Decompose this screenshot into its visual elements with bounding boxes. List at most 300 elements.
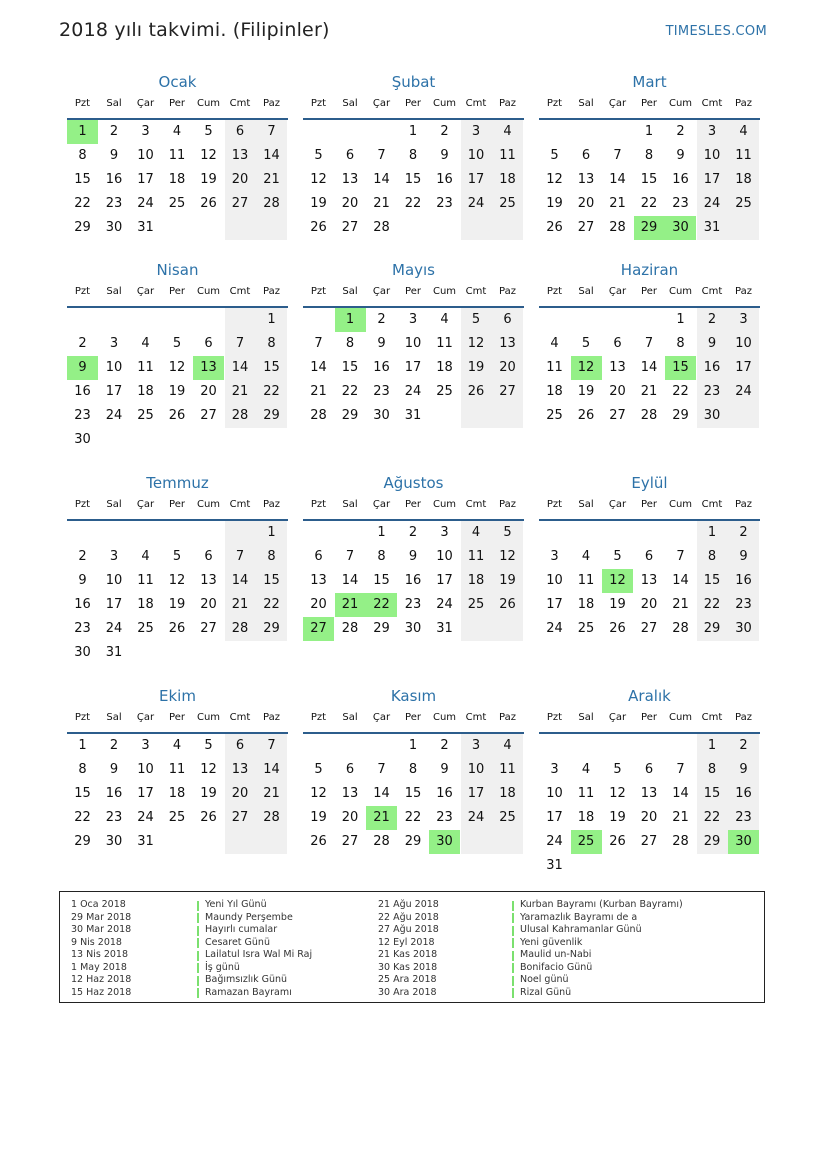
day-cell[interactable]: 5 bbox=[172, 336, 182, 351]
day-cell[interactable]: 29 bbox=[256, 404, 287, 428]
holiday-day[interactable]: 9 bbox=[67, 356, 98, 380]
day-cell[interactable]: 23 bbox=[74, 408, 91, 423]
day-cell[interactable]: 8 bbox=[697, 758, 728, 782]
day-cell[interactable]: 4 bbox=[172, 124, 182, 139]
day-cell[interactable]: 19 bbox=[310, 196, 327, 211]
day-cell[interactable]: 27 bbox=[492, 380, 523, 404]
day-cell[interactable]: 25 bbox=[546, 408, 563, 423]
day-cell[interactable]: 28 bbox=[341, 621, 359, 636]
day-cell[interactable]: 11 bbox=[492, 144, 523, 168]
day-cell[interactable]: 9 bbox=[440, 762, 449, 777]
day-cell[interactable]: 25 bbox=[436, 384, 453, 399]
day-cell[interactable]: 12 bbox=[461, 332, 492, 356]
day-cell[interactable]: 21 bbox=[256, 782, 287, 806]
day-cell[interactable]: 16 bbox=[105, 172, 123, 187]
holiday-day[interactable]: 13 bbox=[193, 356, 224, 380]
day-cell[interactable]: 16 bbox=[404, 573, 422, 588]
day-cell[interactable]: 1 bbox=[676, 312, 685, 327]
day-cell[interactable]: 20 bbox=[640, 810, 658, 825]
day-cell[interactable]: 2 bbox=[676, 124, 685, 139]
day-cell[interactable]: 14 bbox=[373, 172, 390, 187]
day-cell[interactable]: 7 bbox=[676, 549, 685, 564]
day-cell[interactable]: 9 bbox=[78, 573, 87, 588]
day-cell[interactable]: 10 bbox=[728, 332, 759, 356]
day-cell[interactable]: 23 bbox=[105, 196, 123, 211]
holiday-day[interactable]: 21 bbox=[335, 593, 366, 617]
day-cell[interactable]: 31 bbox=[404, 408, 422, 423]
day-cell[interactable]: 16 bbox=[672, 172, 689, 187]
day-cell[interactable]: 16 bbox=[436, 786, 453, 801]
day-cell[interactable]: 27 bbox=[200, 408, 217, 423]
day-cell[interactable]: 17 bbox=[105, 384, 123, 399]
day-cell[interactable]: 14 bbox=[310, 360, 327, 375]
day-cell[interactable]: 5 bbox=[204, 124, 213, 139]
day-cell[interactable]: 5 bbox=[461, 308, 492, 332]
day-cell[interactable]: 16 bbox=[728, 569, 759, 593]
day-cell[interactable]: 2 bbox=[728, 521, 759, 545]
day-cell[interactable]: 25 bbox=[137, 408, 154, 423]
day-cell[interactable]: 14 bbox=[256, 758, 287, 782]
day-cell[interactable]: 6 bbox=[345, 762, 355, 777]
day-cell[interactable]: 16 bbox=[74, 597, 91, 612]
day-cell[interactable]: 6 bbox=[225, 734, 256, 758]
day-cell[interactable]: 10 bbox=[546, 786, 563, 801]
day-cell[interactable]: 19 bbox=[310, 810, 327, 825]
day-cell[interactable]: 20 bbox=[341, 810, 359, 825]
day-cell[interactable]: 27 bbox=[341, 834, 359, 849]
day-cell[interactable]: 30 bbox=[105, 834, 123, 849]
day-cell[interactable]: 19 bbox=[492, 569, 523, 593]
day-cell[interactable]: 23 bbox=[436, 196, 453, 211]
day-cell[interactable]: 1 bbox=[256, 308, 287, 332]
day-cell[interactable]: 8 bbox=[345, 336, 355, 351]
day-cell[interactable]: 29 bbox=[697, 830, 728, 854]
day-cell[interactable]: 27 bbox=[640, 621, 658, 636]
day-cell[interactable]: 22 bbox=[341, 384, 359, 399]
day-cell[interactable]: 4 bbox=[172, 738, 182, 753]
day-cell[interactable]: 24 bbox=[404, 384, 422, 399]
day-cell[interactable]: 27 bbox=[200, 621, 217, 636]
day-cell[interactable]: 6 bbox=[225, 120, 256, 144]
day-cell[interactable]: 15 bbox=[256, 356, 287, 380]
day-cell[interactable]: 8 bbox=[256, 545, 287, 569]
day-cell[interactable]: 18 bbox=[492, 168, 523, 192]
day-cell[interactable]: 19 bbox=[577, 384, 595, 399]
day-cell[interactable]: 16 bbox=[373, 360, 390, 375]
day-cell[interactable]: 7 bbox=[225, 545, 256, 569]
day-cell[interactable]: 22 bbox=[256, 593, 287, 617]
day-cell[interactable]: 23 bbox=[74, 621, 91, 636]
day-cell[interactable]: 25 bbox=[168, 196, 186, 211]
day-cell[interactable]: 6 bbox=[644, 549, 654, 564]
day-cell[interactable]: 30 bbox=[373, 408, 390, 423]
day-cell[interactable]: 23 bbox=[728, 593, 759, 617]
day-cell[interactable]: 24 bbox=[105, 621, 123, 636]
day-cell[interactable]: 21 bbox=[256, 168, 287, 192]
day-cell[interactable]: 3 bbox=[440, 525, 449, 540]
day-cell[interactable]: 16 bbox=[436, 172, 453, 187]
day-cell[interactable]: 20 bbox=[341, 196, 359, 211]
day-cell[interactable]: 30 bbox=[404, 621, 422, 636]
day-cell[interactable]: 14 bbox=[672, 786, 689, 801]
day-cell[interactable]: 24 bbox=[728, 380, 759, 404]
day-cell[interactable]: 13 bbox=[341, 172, 359, 187]
day-cell[interactable]: 15 bbox=[640, 172, 658, 187]
day-cell[interactable]: 6 bbox=[204, 549, 213, 564]
day-cell[interactable]: 26 bbox=[577, 408, 595, 423]
day-cell[interactable]: 31 bbox=[546, 858, 563, 873]
day-cell[interactable]: 15 bbox=[341, 360, 359, 375]
holiday-day[interactable]: 1 bbox=[335, 308, 366, 332]
day-cell[interactable]: 6 bbox=[613, 336, 622, 351]
day-cell[interactable]: 3 bbox=[408, 312, 418, 327]
day-cell[interactable]: 2 bbox=[377, 312, 386, 327]
day-cell[interactable]: 11 bbox=[436, 336, 453, 351]
day-cell[interactable]: 26 bbox=[609, 621, 626, 636]
day-cell[interactable]: 4 bbox=[141, 549, 150, 564]
day-cell[interactable]: 1 bbox=[377, 525, 386, 540]
day-cell[interactable]: 24 bbox=[105, 408, 123, 423]
day-cell[interactable]: 26 bbox=[200, 196, 217, 211]
day-cell[interactable]: 8 bbox=[408, 148, 418, 163]
day-cell[interactable]: 25 bbox=[168, 810, 186, 825]
day-cell[interactable]: 17 bbox=[728, 356, 759, 380]
day-cell[interactable]: 8 bbox=[697, 545, 728, 569]
day-cell[interactable]: 15 bbox=[697, 782, 728, 806]
day-cell[interactable]: 28 bbox=[640, 408, 658, 423]
day-cell[interactable]: 5 bbox=[172, 549, 182, 564]
day-cell[interactable]: 5 bbox=[581, 336, 591, 351]
day-cell[interactable]: 10 bbox=[404, 336, 422, 351]
day-cell[interactable]: 14 bbox=[225, 569, 256, 593]
day-cell[interactable]: 28 bbox=[373, 834, 390, 849]
day-cell[interactable]: 19 bbox=[168, 384, 186, 399]
site-link[interactable]: TIMESLES.COM bbox=[665, 24, 767, 39]
day-cell[interactable]: 13 bbox=[640, 573, 658, 588]
day-cell[interactable]: 19 bbox=[200, 172, 217, 187]
day-cell[interactable]: 23 bbox=[404, 597, 422, 612]
day-cell[interactable]: 29 bbox=[672, 408, 689, 423]
day-cell[interactable]: 8 bbox=[377, 549, 386, 564]
day-cell[interactable]: 15 bbox=[404, 786, 422, 801]
day-cell[interactable]: 19 bbox=[609, 810, 626, 825]
day-cell[interactable]: 29 bbox=[697, 617, 728, 641]
day-cell[interactable]: 22 bbox=[697, 593, 728, 617]
day-cell[interactable]: 23 bbox=[728, 806, 759, 830]
day-cell[interactable]: 24 bbox=[546, 621, 563, 636]
day-cell[interactable]: 7 bbox=[256, 734, 287, 758]
day-cell[interactable]: 3 bbox=[141, 738, 150, 753]
day-cell[interactable]: 7 bbox=[644, 336, 654, 351]
day-cell[interactable]: 3 bbox=[550, 762, 559, 777]
day-cell[interactable]: 30 bbox=[697, 404, 728, 428]
day-cell[interactable]: 1 bbox=[697, 734, 728, 758]
day-cell[interactable]: 24 bbox=[697, 192, 728, 216]
day-cell[interactable]: 21 bbox=[310, 384, 327, 399]
day-cell[interactable]: 26 bbox=[200, 810, 217, 825]
day-cell[interactable]: 2 bbox=[728, 734, 759, 758]
day-cell[interactable]: 25 bbox=[728, 192, 759, 216]
day-cell[interactable]: 20 bbox=[609, 384, 626, 399]
day-cell[interactable]: 26 bbox=[168, 408, 186, 423]
day-cell[interactable]: 6 bbox=[204, 336, 213, 351]
day-cell[interactable]: 13 bbox=[225, 144, 256, 168]
day-cell[interactable]: 19 bbox=[609, 597, 626, 612]
day-cell[interactable]: 31 bbox=[137, 220, 154, 235]
day-cell[interactable]: 25 bbox=[577, 621, 595, 636]
day-cell[interactable]: 30 bbox=[728, 617, 759, 641]
day-cell[interactable]: 20 bbox=[640, 597, 658, 612]
day-cell[interactable]: 11 bbox=[168, 762, 186, 777]
day-cell[interactable]: 31 bbox=[137, 834, 154, 849]
day-cell[interactable]: 30 bbox=[74, 432, 91, 447]
day-cell[interactable]: 2 bbox=[697, 308, 728, 332]
day-cell[interactable]: 4 bbox=[440, 312, 449, 327]
day-cell[interactable]: 3 bbox=[697, 120, 728, 144]
day-cell[interactable]: 1 bbox=[408, 738, 418, 753]
day-cell[interactable]: 5 bbox=[613, 549, 622, 564]
day-cell[interactable]: 26 bbox=[168, 621, 186, 636]
day-cell[interactable]: 26 bbox=[461, 380, 492, 404]
day-cell[interactable]: 17 bbox=[546, 810, 563, 825]
day-cell[interactable]: 28 bbox=[256, 806, 287, 830]
day-cell[interactable]: 22 bbox=[256, 380, 287, 404]
day-cell[interactable]: 28 bbox=[609, 220, 626, 235]
day-cell[interactable]: 13 bbox=[492, 332, 523, 356]
day-cell[interactable]: 3 bbox=[728, 308, 759, 332]
day-cell[interactable]: 7 bbox=[256, 120, 287, 144]
day-cell[interactable]: 10 bbox=[137, 148, 154, 163]
day-cell[interactable]: 17 bbox=[461, 168, 492, 192]
day-cell[interactable]: 15 bbox=[404, 172, 422, 187]
day-cell[interactable]: 17 bbox=[697, 168, 728, 192]
day-cell[interactable]: 21 bbox=[672, 597, 689, 612]
day-cell[interactable]: 4 bbox=[461, 521, 492, 545]
day-cell[interactable]: 18 bbox=[461, 569, 492, 593]
day-cell[interactable]: 20 bbox=[200, 597, 217, 612]
day-cell[interactable]: 4 bbox=[550, 336, 559, 351]
day-cell[interactable]: 20 bbox=[225, 168, 256, 192]
day-cell[interactable]: 26 bbox=[492, 593, 523, 617]
day-cell[interactable]: 27 bbox=[640, 834, 658, 849]
day-cell[interactable]: 9 bbox=[728, 545, 759, 569]
day-cell[interactable]: 29 bbox=[256, 617, 287, 641]
day-cell[interactable]: 9 bbox=[109, 762, 119, 777]
day-cell[interactable]: 15 bbox=[697, 569, 728, 593]
day-cell[interactable]: 14 bbox=[373, 786, 390, 801]
day-cell[interactable]: 26 bbox=[609, 834, 626, 849]
day-cell[interactable]: 9 bbox=[408, 549, 418, 564]
day-cell[interactable]: 18 bbox=[137, 384, 154, 399]
day-cell[interactable]: 13 bbox=[200, 573, 217, 588]
day-cell[interactable]: 19 bbox=[461, 356, 492, 380]
day-cell[interactable]: 17 bbox=[436, 573, 453, 588]
day-cell[interactable]: 18 bbox=[577, 810, 595, 825]
day-cell[interactable]: 9 bbox=[728, 758, 759, 782]
day-cell[interactable]: 14 bbox=[672, 573, 689, 588]
day-cell[interactable]: 2 bbox=[109, 738, 119, 753]
day-cell[interactable]: 3 bbox=[461, 734, 492, 758]
day-cell[interactable]: 16 bbox=[105, 786, 123, 801]
day-cell[interactable]: 24 bbox=[436, 597, 453, 612]
day-cell[interactable]: 20 bbox=[577, 196, 595, 211]
day-cell[interactable]: 9 bbox=[440, 148, 449, 163]
day-cell[interactable]: 4 bbox=[728, 120, 759, 144]
day-cell[interactable]: 17 bbox=[105, 597, 123, 612]
day-cell[interactable]: 29 bbox=[373, 621, 390, 636]
day-cell[interactable]: 1 bbox=[408, 124, 418, 139]
day-cell[interactable]: 12 bbox=[609, 786, 626, 801]
day-cell[interactable]: 14 bbox=[225, 356, 256, 380]
day-cell[interactable]: 7 bbox=[345, 549, 355, 564]
holiday-day[interactable]: 21 bbox=[366, 806, 397, 830]
day-cell[interactable]: 21 bbox=[225, 380, 256, 404]
day-cell[interactable]: 27 bbox=[577, 220, 595, 235]
day-cell[interactable]: 17 bbox=[137, 786, 154, 801]
day-cell[interactable]: 12 bbox=[492, 545, 523, 569]
day-cell[interactable]: 18 bbox=[137, 597, 154, 612]
day-cell[interactable]: 5 bbox=[204, 738, 213, 753]
day-cell[interactable]: 20 bbox=[200, 384, 217, 399]
day-cell[interactable]: 5 bbox=[314, 762, 323, 777]
day-cell[interactable]: 11 bbox=[461, 545, 492, 569]
day-cell[interactable]: 29 bbox=[341, 408, 359, 423]
day-cell[interactable]: 18 bbox=[546, 384, 563, 399]
holiday-day[interactable]: 30 bbox=[728, 830, 759, 854]
day-cell[interactable]: 13 bbox=[225, 758, 256, 782]
day-cell[interactable]: 26 bbox=[546, 220, 563, 235]
day-cell[interactable]: 19 bbox=[200, 786, 217, 801]
day-cell[interactable]: 8 bbox=[408, 762, 418, 777]
day-cell[interactable]: 29 bbox=[74, 220, 91, 235]
day-cell[interactable]: 28 bbox=[310, 408, 327, 423]
day-cell[interactable]: 22 bbox=[672, 384, 689, 399]
day-cell[interactable]: 18 bbox=[492, 782, 523, 806]
day-cell[interactable]: 17 bbox=[404, 360, 422, 375]
day-cell[interactable]: 10 bbox=[105, 573, 123, 588]
day-cell[interactable]: 5 bbox=[613, 762, 622, 777]
day-cell[interactable]: 2 bbox=[78, 336, 87, 351]
day-cell[interactable]: 12 bbox=[200, 762, 217, 777]
day-cell[interactable]: 4 bbox=[492, 120, 523, 144]
day-cell[interactable]: 7 bbox=[377, 148, 386, 163]
day-cell[interactable]: 17 bbox=[461, 782, 492, 806]
holiday-day[interactable]: 30 bbox=[429, 830, 460, 854]
day-cell[interactable]: 21 bbox=[640, 384, 658, 399]
day-cell[interactable]: 10 bbox=[461, 758, 492, 782]
day-cell[interactable]: 24 bbox=[546, 834, 563, 849]
day-cell[interactable]: 1 bbox=[256, 521, 287, 545]
day-cell[interactable]: 24 bbox=[137, 196, 154, 211]
day-cell[interactable]: 7 bbox=[377, 762, 386, 777]
day-cell[interactable]: 3 bbox=[109, 336, 119, 351]
day-cell[interactable]: 3 bbox=[461, 120, 492, 144]
day-cell[interactable]: 14 bbox=[341, 573, 359, 588]
day-cell[interactable]: 23 bbox=[373, 384, 390, 399]
day-cell[interactable]: 18 bbox=[168, 172, 186, 187]
day-cell[interactable]: 9 bbox=[676, 148, 685, 163]
day-cell[interactable]: 21 bbox=[225, 593, 256, 617]
day-cell[interactable]: 25 bbox=[137, 621, 154, 636]
day-cell[interactable]: 10 bbox=[105, 360, 123, 375]
day-cell[interactable]: 18 bbox=[577, 597, 595, 612]
day-cell[interactable]: 2 bbox=[109, 124, 119, 139]
day-cell[interactable]: 9 bbox=[109, 148, 119, 163]
day-cell[interactable]: 11 bbox=[546, 360, 563, 375]
day-cell[interactable]: 31 bbox=[105, 645, 123, 660]
day-cell[interactable]: 11 bbox=[577, 573, 595, 588]
day-cell[interactable]: 8 bbox=[256, 332, 287, 356]
day-cell[interactable]: 14 bbox=[640, 360, 658, 375]
day-cell[interactable]: 2 bbox=[440, 738, 449, 753]
day-cell[interactable]: 20 bbox=[225, 782, 256, 806]
day-cell[interactable]: 27 bbox=[225, 806, 256, 830]
day-cell[interactable]: 11 bbox=[137, 360, 154, 375]
day-cell[interactable]: 29 bbox=[404, 834, 422, 849]
day-cell[interactable]: 22 bbox=[74, 196, 91, 211]
day-cell[interactable]: 1 bbox=[697, 521, 728, 545]
day-cell[interactable]: 28 bbox=[672, 834, 689, 849]
day-cell[interactable]: 7 bbox=[225, 332, 256, 356]
day-cell[interactable]: 8 bbox=[676, 336, 685, 351]
day-cell[interactable]: 23 bbox=[697, 380, 728, 404]
day-cell[interactable]: 27 bbox=[225, 192, 256, 216]
day-cell[interactable]: 8 bbox=[644, 148, 654, 163]
day-cell[interactable]: 28 bbox=[373, 220, 390, 235]
day-cell[interactable]: 1 bbox=[78, 738, 87, 753]
holiday-day[interactable]: 25 bbox=[571, 830, 602, 854]
day-cell[interactable]: 17 bbox=[546, 597, 563, 612]
day-cell[interactable]: 10 bbox=[697, 144, 728, 168]
day-cell[interactable]: 25 bbox=[492, 192, 523, 216]
holiday-day[interactable]: 29 bbox=[634, 216, 665, 240]
day-cell[interactable]: 11 bbox=[577, 786, 595, 801]
day-cell[interactable]: 30 bbox=[105, 220, 123, 235]
day-cell[interactable]: 12 bbox=[310, 172, 327, 187]
day-cell[interactable]: 21 bbox=[373, 196, 390, 211]
day-cell[interactable]: 22 bbox=[74, 810, 91, 825]
day-cell[interactable]: 23 bbox=[105, 810, 123, 825]
day-cell[interactable]: 8 bbox=[78, 762, 87, 777]
day-cell[interactable]: 2 bbox=[78, 549, 87, 564]
holiday-day[interactable]: 27 bbox=[303, 617, 334, 641]
day-cell[interactable]: 16 bbox=[728, 782, 759, 806]
day-cell[interactable]: 10 bbox=[436, 549, 453, 564]
day-cell[interactable]: 1 bbox=[644, 124, 654, 139]
day-cell[interactable]: 19 bbox=[168, 597, 186, 612]
day-cell[interactable]: 4 bbox=[581, 762, 591, 777]
holiday-day[interactable]: 30 bbox=[665, 216, 696, 240]
day-cell[interactable]: 21 bbox=[672, 810, 689, 825]
day-cell[interactable]: 31 bbox=[697, 216, 728, 240]
day-cell[interactable]: 6 bbox=[581, 148, 591, 163]
holiday-day[interactable]: 15 bbox=[665, 356, 696, 380]
day-cell[interactable]: 22 bbox=[640, 196, 658, 211]
day-cell[interactable]: 7 bbox=[613, 148, 622, 163]
day-cell[interactable]: 14 bbox=[609, 172, 626, 187]
day-cell[interactable]: 5 bbox=[550, 148, 559, 163]
day-cell[interactable]: 22 bbox=[404, 196, 422, 211]
day-cell[interactable]: 20 bbox=[310, 597, 327, 612]
holiday-day[interactable]: 12 bbox=[571, 356, 602, 380]
day-cell[interactable]: 13 bbox=[577, 172, 595, 187]
day-cell[interactable]: 13 bbox=[341, 786, 359, 801]
day-cell[interactable]: 28 bbox=[256, 192, 287, 216]
day-cell[interactable]: 11 bbox=[728, 144, 759, 168]
day-cell[interactable]: 11 bbox=[492, 758, 523, 782]
day-cell[interactable]: 7 bbox=[314, 336, 323, 351]
day-cell[interactable]: 12 bbox=[546, 172, 563, 187]
